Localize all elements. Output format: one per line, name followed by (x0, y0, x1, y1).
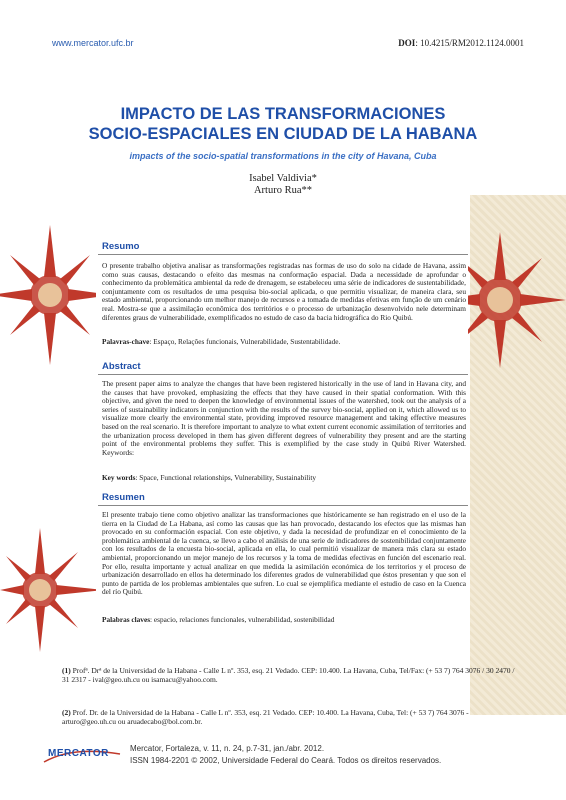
divider (98, 505, 468, 506)
resumen-heading: Resumen (102, 492, 145, 503)
resumo-keywords-label: Palavras-chave (102, 337, 150, 346)
resumo-keywords (102, 338, 466, 347)
author-1: Isabel Valdivia* (249, 173, 317, 184)
resumo-text: O presente trabalho objetiva analisar as transformações registradas nas formas de uso do solo na cidade de Havana, assim como suas causas, destacando o efeito das mesmas na conformação espacial. Dada a necessidade de aprofundar o conhecimento da problemática ambiental da rede de drenagem, se estabeleceu uma série de indicadores de sustentabilidade, conjuntamente com os resultados de uma pesquisa bio-social aplicada, o que permitiu visualizar, de maneira clara, seu estado ambiental, proporcionando um melhor manejo de recursos e a tomada de medidas efetivas em função de um cenário real. Mostra-se que a assimilação econômica dos territórios e o processo de urbanização desenvolvido nele determinam diferentes graus de vulnerabilidade, exemplificados no estudo de caso da bacia hidrográfica do Rio Quibú. (102, 261, 466, 322)
doi-label: DOI (398, 38, 416, 48)
resumen-keywords-label: Palabras claves (102, 615, 151, 624)
page-header (52, 38, 524, 52)
title-line-2: SOCIO-ESPACIALES EN CIUDAD DE LA HABANA (88, 125, 478, 143)
footnote-marker: (1) (62, 666, 71, 675)
footnote-1 (62, 666, 522, 684)
footnote-2 (62, 708, 522, 726)
footnote-text: Profª. Drª de la Universidad de la Habana - Calle L nº. 353, esq. 21 Vedado. CEP: 10.400. La Havana, Cuba, Tel/Fax: (+ 53 7) 764 3076 / 30 2470 / 31 2317 - ival@geo.uh.cu ou isamacu@yahoo.com. (62, 666, 515, 684)
abstract-keywords-value: : Space, Functional relationships, Vulnerability, Sustainability (135, 473, 316, 482)
journal-citation: Mercator, Fortaleza, v. 11, n. 24, p.7-31, jan./abr. 2012. (130, 744, 325, 753)
author-2: Arturo Rua** (253, 185, 313, 196)
divider (98, 374, 468, 375)
resumen-keywords (102, 616, 466, 625)
site-link[interactable]: www.mercator.ufc.br (52, 38, 134, 48)
doi-value: : 10.4215/RM2012.1124.0001 (415, 38, 524, 48)
page-title (0, 104, 566, 144)
subtitle: impacts of the socio-spatial transformations in the city of Havana, Cuba (129, 151, 437, 161)
footnote-text: Prof. Dr. de la Universidad de la Habana - Calle L nº. 353, esq. 21 Vedado. CEP: 10.400. La Havana, Cuba, Tel: (+ 53 7) 764 3076 - arturo@geo.uh.cu ou aruadecabo@bol.com.br. (62, 708, 469, 726)
abstract-keywords-label: Key words (102, 473, 136, 482)
abstract-text: The present paper aims to analyze the changes that have been registered historically in the use of land in Havana city, and the causes that have provoked, emphasizing the effects that they have caused in their spatial conformation. With this objective, and given the need to deepen the knowledge of environmental issues of the watershed, took out the analysis of a series of sustainability indicators in conjunction with the results of the survey bio-social, applied on it, which allowed us to visualize more clearly the environmental state, providing improved resource management and taking effective measures based on the real scenario. It is therefore important to analyze to what extent current economic assimilation of territories and the urbanization process developed in them has given different degrees of vulnerability they present and are the starting point of the environmental problems they suffer. This is exemplified by the case study in Quibú River Watershed. Keywords: (102, 379, 466, 457)
issn-copyright: ISSN 1984-2201 © 2002, Universidade Federal do Ceará. Todos os direitos reservados. (130, 756, 442, 765)
title-line-1: IMPACTO DE LAS TRANSFORMACIONES (120, 105, 446, 123)
logo-text: MERCATOR (48, 748, 109, 759)
doi (398, 38, 524, 48)
resumo-keywords-value: : Espaço, Relações funcionais, Vulnerabilidade, Sustentabilidade. (149, 337, 341, 346)
compass-rose-icon (0, 520, 110, 660)
resumen-text: El presente trabajo tiene como objetivo analizar las transformaciones que históricamente se han registrado en el uso de la tierra en la Ciudad de La Habana, así como las causas que las han provocado, destacando los efectos que las mismas han provocado en su conformación espacial. Con este objetivo, y dada la necesidad de profundizar en el conocimiento de la problemática ambiental de la cuenca, se llevo a cabo el análisis de una serie de indicadores de sostenibilidad conjuntamente con los resultados de la encuesta bio-social, aplicada en ella, lo cual permitió visualizar de manera más clara su estado ambiental, proporcionando un mejor manejo de los recursos y la toma de medidas efectivas en función del escenario real. Por ello, resulta importante y actual analizar en que medida la asimilación económica de los territorios y el proceso de urbanización desarrollado en ellos ha determinado los diferentes grados de vulnerabilidad que éstos presentan y que son el punto de partida de los problemas ambientales que sufren. Lo cual se ejemplifica mediante el estudio de caso en la Cuenca del río Quibú. (102, 510, 466, 597)
abstract-keywords (102, 474, 466, 483)
authors (0, 173, 566, 197)
page-footer (42, 740, 522, 770)
mercator-logo (42, 744, 122, 766)
abstract-heading: Abstract (102, 361, 141, 372)
resumo-heading: Resumo (102, 241, 140, 252)
footnote-marker: (2) (62, 708, 71, 717)
divider (98, 254, 468, 255)
resumen-keywords-value: : espacio, relaciones funcionales, vulnerabilidad, sostenibilidad (150, 615, 335, 624)
